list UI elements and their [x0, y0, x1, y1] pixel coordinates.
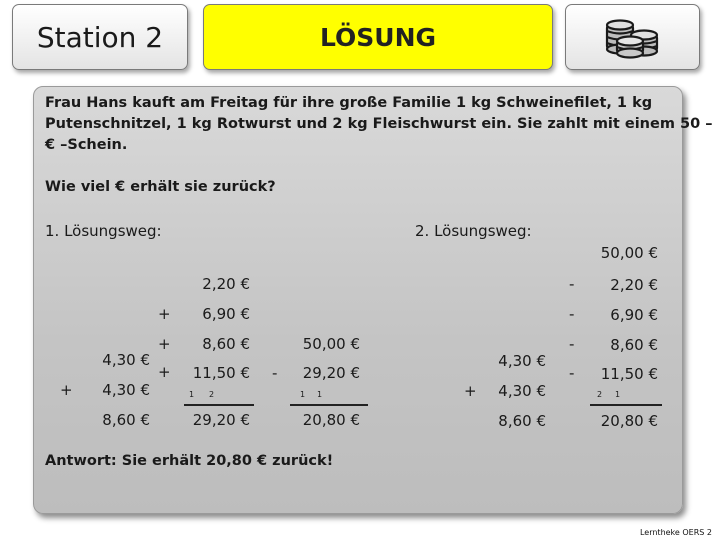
w1b-value-1: 2,20 €: [202, 275, 250, 293]
w2b-value-4: 11,50 €: [600, 365, 658, 383]
w1c-result: 20,80 €: [302, 411, 360, 429]
w2a-result: 8,60 €: [498, 412, 546, 430]
w2b-operator-2: -: [569, 305, 575, 323]
coins-icon: [603, 15, 663, 59]
w2b-carry-2: 1: [615, 390, 621, 399]
w2a-value-2: 4,30 €: [498, 382, 546, 400]
w1b-operator-4: +: [158, 363, 171, 381]
w1b-carry-1: 1: [189, 390, 195, 399]
answer-text: Antwort: Sie erhält 20,80 € zurück!: [45, 453, 334, 469]
task-line-1: Frau Hans kauft am Freitag für ihre große Familie 1 kg Schweinefilet, 1 kg: [45, 95, 653, 111]
solution-title-box: [203, 4, 553, 70]
w1b-value-3: 8,60 €: [202, 335, 250, 353]
w1b-value-4: 11,50 €: [192, 364, 250, 382]
w1b-value-2: 6,90 €: [202, 305, 250, 323]
solution-way-2-label: 2. Lösungsweg:: [415, 222, 532, 240]
w1b-carry-2: 2: [209, 390, 215, 399]
w1c-difference-line: [290, 404, 368, 406]
footer-credit: Lerntheke OERS 2: [639, 528, 712, 537]
task-question: Wie viel € erhält sie zurück?: [45, 179, 276, 195]
solution-way-1-label: 1. Lösungsweg:: [45, 222, 162, 240]
w1a-value-2: 4,30 €: [102, 381, 150, 399]
w1c-carry-1: 1: [300, 390, 306, 399]
w1b-sum-line: [184, 404, 254, 406]
w1a-value-1: 4,30 €: [102, 351, 150, 369]
w1a-result: 8,60 €: [102, 411, 150, 429]
w1c-carry-2: 1: [317, 390, 323, 399]
w1b-operator-2: +: [158, 305, 171, 323]
station-title-box: [12, 4, 188, 70]
w2a-operator: +: [464, 382, 477, 400]
task-panel: [33, 86, 713, 514]
task-line-2: Putenschnitzel, 1 kg Rotwurst und 2 kg Fleischwurst ein. Sie zahlt mit einem 50 –: [45, 116, 713, 132]
coins-box: [565, 4, 700, 70]
w2b-value-1: 2,20 €: [610, 276, 658, 294]
task-line-3: € –Schein.: [45, 137, 128, 153]
w1b-result: 29,20 €: [192, 411, 250, 429]
w2a-value-1: 4,30 €: [498, 352, 546, 370]
w1a-operator: +: [60, 381, 73, 399]
w2b-value-0: 50,00 €: [600, 244, 658, 262]
w2b-operator-1: -: [569, 275, 575, 293]
station-title: Station 2: [36, 20, 164, 54]
w2b-difference-line: [590, 404, 662, 406]
w2b-operator-4: -: [569, 364, 575, 382]
w2b-operator-3: -: [569, 335, 575, 353]
w2b-value-2: 6,90 €: [610, 306, 658, 324]
w2b-result: 20,80 €: [600, 412, 658, 430]
w1c-operator: -: [272, 364, 278, 382]
solution-title: LÖSUNG: [319, 22, 437, 52]
w1c-value-1: 50,00 €: [302, 335, 360, 353]
w2b-value-3: 8,60 €: [610, 336, 658, 354]
w1c-value-2: 29,20 €: [302, 364, 360, 382]
w1b-operator-3: +: [158, 335, 171, 353]
w2b-carry-1: 2: [597, 390, 603, 399]
